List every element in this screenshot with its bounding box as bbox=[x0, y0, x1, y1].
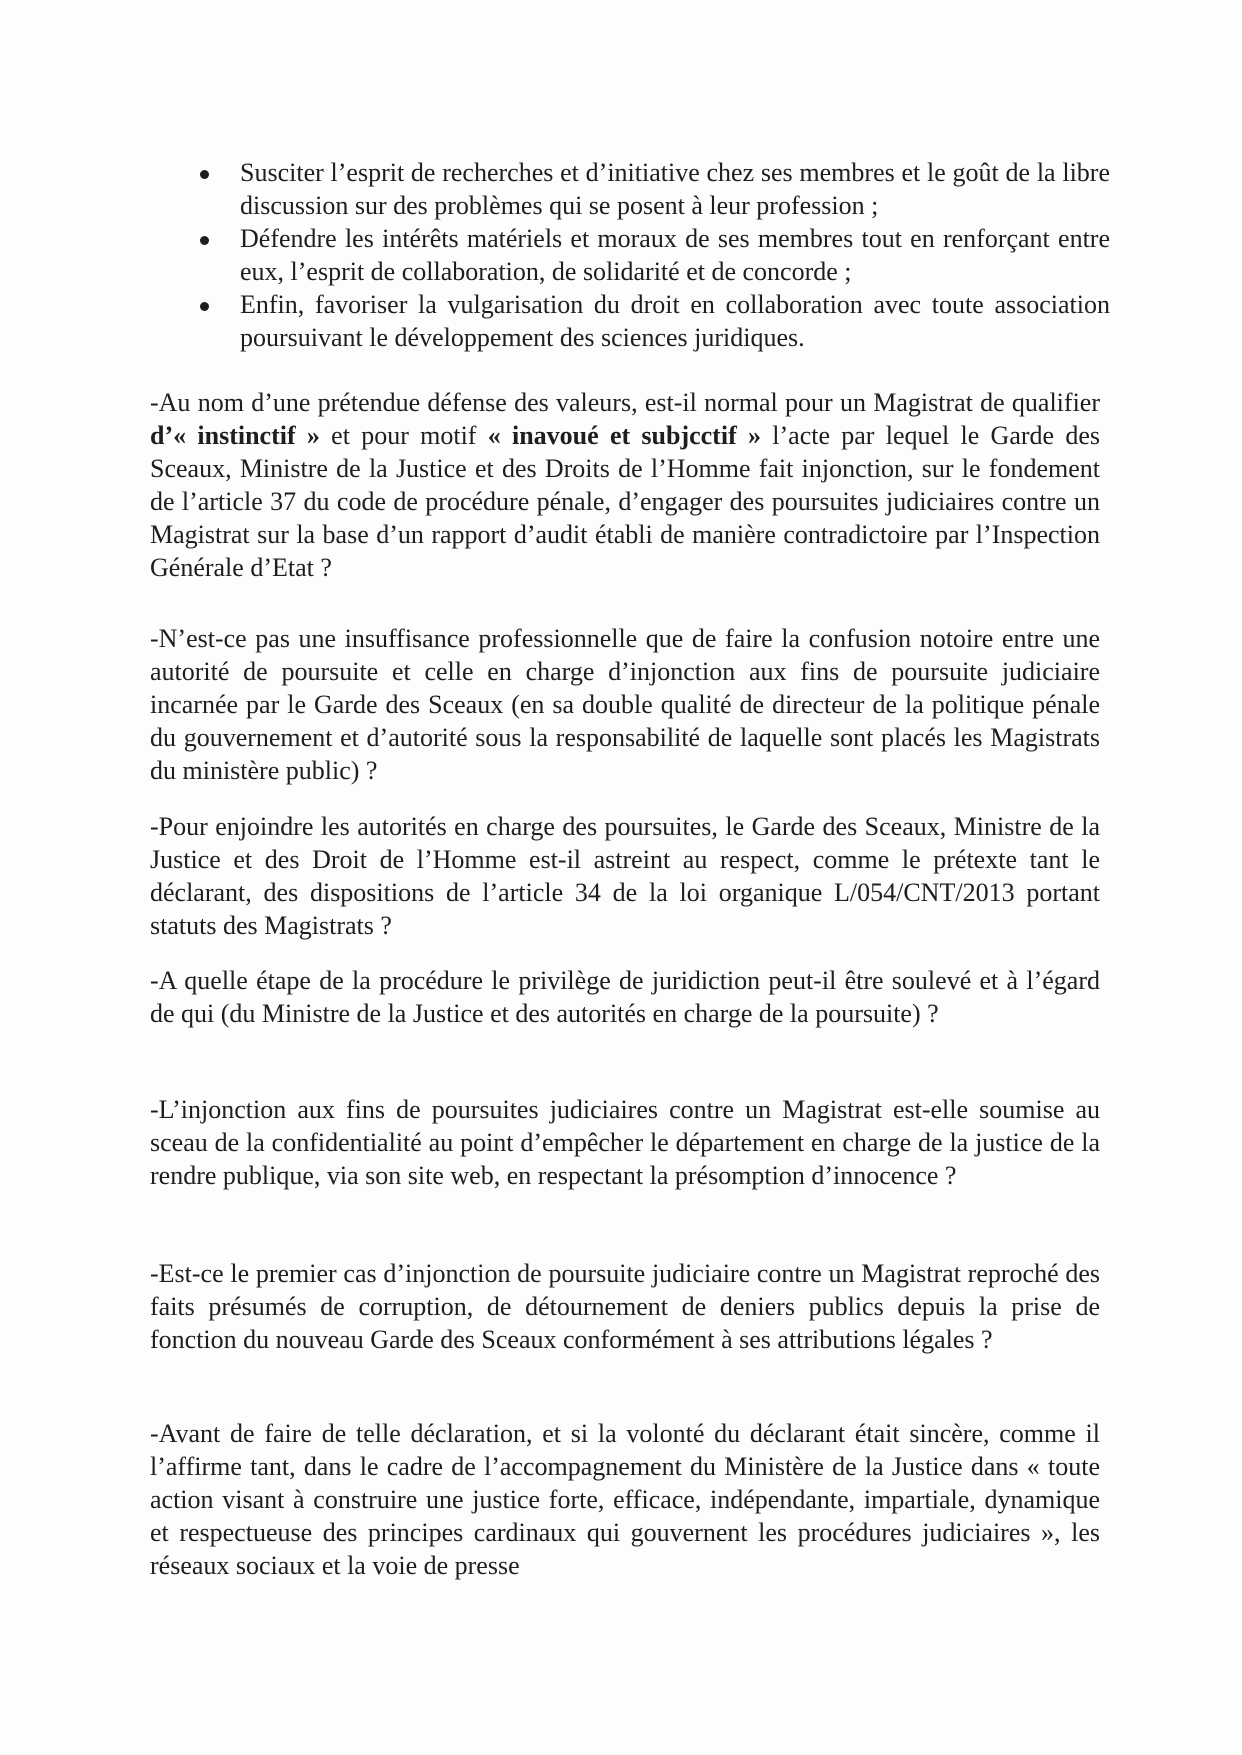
list-item bbox=[200, 288, 1110, 354]
paragraph-values-question bbox=[150, 386, 1100, 584]
paragraph-before-declaration: -Avant de faire de telle déclaration, et si la volonté du déclarant était sincère, comme il l’affirme tant, dans le cadre de l’accompagnement du Ministère de la Justice dans « toute action visant à construire une justice forte, efficace, indépendante, impartiale, dynamique et respectueuse des principes cardinaux qui gouvernent les procédures judiciaires », les réseaux sociaux et la voie de presse bbox=[150, 1419, 1100, 1580]
list-item-text: Susciter l’esprit de recherches et d’initiative chez ses membres et le goût de la libre discussion sur des problèmes qui se posent à leur profession ; bbox=[240, 158, 1110, 220]
paragraph-article-34: -Pour enjoindre les autorités en charge des poursuites, le Garde des Sceaux, Ministre de la Justice et des Droit de l’Homme est-il astreint au respect, comme le prétexte tant le déclarant, des dispositions de l’article 34 de la loi organique L/054/CNT/2013 portant statuts des Magistrats ? bbox=[150, 812, 1100, 940]
bold-quote-instinctif: d’« instinctif » bbox=[150, 421, 320, 450]
bullet-icon bbox=[200, 236, 209, 245]
list-item-text: Enfin, favoriser la vulgarisation du droit en collaboration avec toute association poursuivant le développement des sciences juridiques. bbox=[240, 290, 1110, 352]
paragraph-jurisdiction-privilege: -A quelle étape de la procédure le privilège de juridiction peut-il être soulevé et à l’égard de qui (du Ministre de la Justice et des autorités en charge de la poursuite) ? bbox=[150, 966, 1100, 1028]
paragraph-first-case: -Est-ce le premier cas d’injonction de poursuite judiciaire contre un Magistrat reproché des faits présumés de corruption, de détournement de deniers publics depuis la prise de fonction du nouveau Garde des Sceaux conformément à ses attributions légales ? bbox=[150, 1259, 1100, 1354]
paragraph-text: l’acte par lequel le Garde des Sceaux, Ministre de la Justice et des Droits de l’Homme fait injonction, sur le fondement de l’article 37 du code de procédure pénale, d’engager des poursuites judiciaires contre un Magistrat sur la base d’un rapport d’audit établi de manière contradictoire par l’Inspection Générale d’Etat ? bbox=[150, 421, 1100, 582]
paragraph-professional-insufficiency: -N’est-ce pas une insuffisance professionnelle que de faire la confusion notoire entre une autorité de poursuite et celle en charge d’injonction aux fins de poursuite judiciaire incarnée par le Garde des Sceaux (en sa double qualité de directeur de la politique pénale du gouvernement et d’autorité sous la responsabilité de laquelle sont placés les Magistrats du ministère public) ? bbox=[150, 624, 1100, 785]
paragraph-text: -Au nom d’une prétendue défense des valeurs, est-il normal pour un Magistrat de qualifier bbox=[150, 388, 1100, 417]
objectives-list bbox=[200, 156, 1110, 354]
list-item-text: Défendre les intérêts matériels et moraux de ses membres tout en renforçant entre eux, l’esprit de collaboration, de solidarité et de concorde ; bbox=[240, 224, 1110, 286]
bullet-icon bbox=[200, 302, 209, 311]
paragraph-text: et pour motif bbox=[319, 421, 488, 450]
paragraph-confidentiality: -L’injonction aux fins de poursuites judiciaires contre un Magistrat est-elle soumise au sceau de la confidentialité au point d’empêcher le département en charge de la justice de la rendre publique, via son site web, en respectant la présomption d’innocence ? bbox=[150, 1095, 1100, 1190]
list-item bbox=[200, 156, 1110, 222]
list-item bbox=[200, 222, 1110, 288]
bullet-icon bbox=[200, 170, 209, 179]
bold-quote-inavoue: « inavoué et subjcctif » bbox=[487, 421, 761, 450]
